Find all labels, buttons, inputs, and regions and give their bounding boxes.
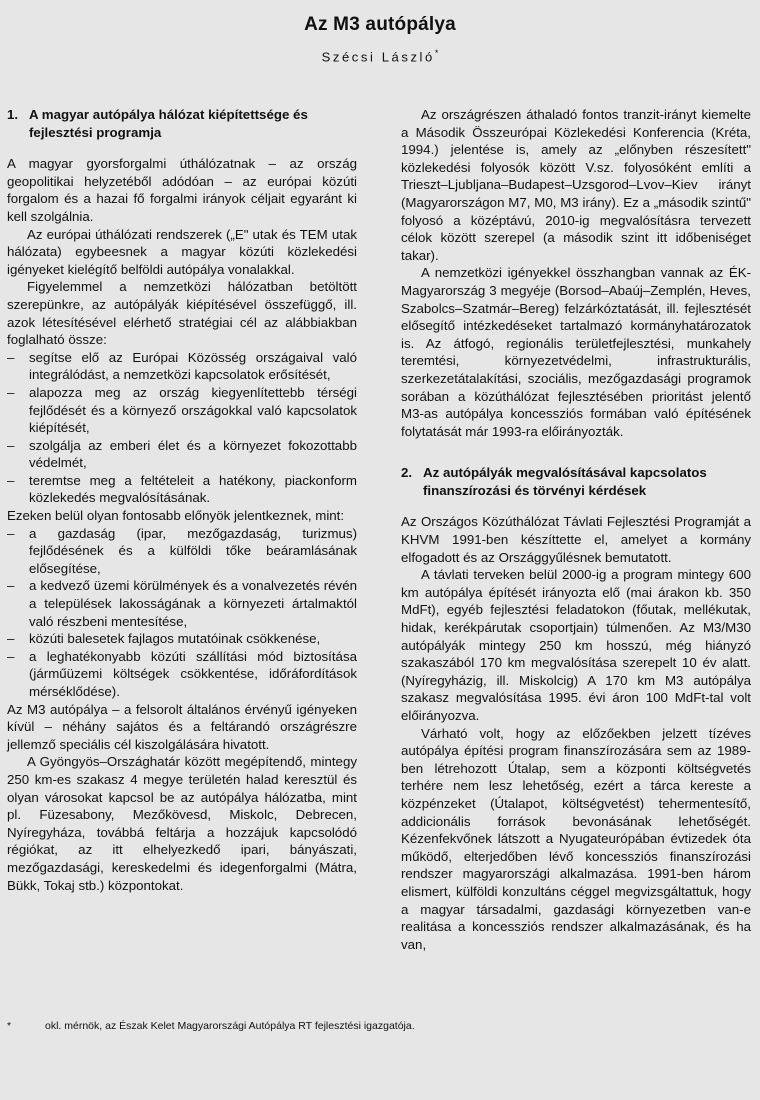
left-column bbox=[7, 106, 357, 894]
section-title: A magyar autópálya hálózat kiépítettsége és fejlesztési programja bbox=[29, 107, 308, 140]
paragraph: Az M3 autópálya – a felsorolt általános érvényű igényeken kívül – néhány sajátos és a feltárandó országrészre jellemző speciális cél kiszolgálására hivatott. bbox=[7, 701, 357, 752]
section-heading-1 bbox=[7, 106, 357, 141]
list-item: – közúti balesetek fajlagos mutatóinak csökkenése, bbox=[7, 630, 357, 648]
paragraph: Várható volt, hogy az előzőekben jelzett tízéves autópálya építési program finanszírozására sem az 1989-ben létrehozott Útalap, sem a központi költségvetés terhére nem lesz lehetőség, ezért a tárca kereste a közpénzeket (Útalapot, költségvetést) tehermentesítő, addicionális források bevonásának lehetőségét. Kézenfekvőnek látszott a Nyugateurópában évtizedek óta működő, elterjedőben lévő koncessziós finanszírozási rendszer magyarországi alkalmazása. 1991-ben három elismert, külföldi konzultáns céggel megvizsgáltattuk, hogy a magyar társadalmi, gazdasági környezetben van-e realitása a koncessziós rendszer alkalmazásának, és ha van, bbox=[401, 725, 751, 952]
section-heading-2 bbox=[401, 464, 751, 499]
paragraph: Ezeken belül olyan fontosabb előnyök jelentkeznek, mint: bbox=[7, 508, 345, 524]
article-title: Az M3 autópálya bbox=[304, 14, 456, 35]
paragraph: Az európai úthálózati rendszerek („E" utak és TEM utak hálózata) egybeesnek a magyar közúti közlekedési igényeket kielégítő belföldi autópálya vonalakkal. bbox=[7, 226, 357, 277]
list-item: – teremtse meg a feltételeit a hatékony, piackonform közlekedés megvalósításának. bbox=[7, 472, 357, 507]
section-title: Az autópályák megvalósításával kapcsolatos finanszírozási és törvényi kérdések bbox=[423, 465, 707, 498]
author-line bbox=[0, 48, 760, 64]
footnote-mark: * bbox=[7, 1020, 12, 1032]
advantages-list bbox=[7, 525, 357, 701]
list-item: – a kedvező üzemi körülmények és a vonalvezetés révén a települések lakosságának a környezeti ártalmaktól való részbeni mentesítése, bbox=[7, 577, 357, 630]
paragraph: Az országrészen áthaladó fontos tranzit-irányt kiemelte a Második Összeurópai Közlekedési Konferencia (Kréta, 1994.) jelentése is, amely az „előnyben részesített" közlekedési folyosók között V.sz. folyosóként említi a Trieszt–Ljubljana–Budapest–Uzsgorod–Lvov–Kiev irányt (Magyarországon M7, M0, M3 irány). Ez a „második szintű" folyosó a középtávú, 2010-ig megvalósításra tervezett célok között szerepel (a második szint itt időbeniséget takar). bbox=[401, 107, 751, 263]
paragraph: Figyelemmel a nemzetközi hálózatban betöltött szerepünkre, az autópályák kiépítésével összefüggő, ill. azok létesítésével elérhető stratégiai cél az alábbiakban foglalható össze: bbox=[7, 279, 357, 348]
list-item: – a leghatékonyabb közúti szállítási mód biztosítása (járműüzemi költségek csökkentése, időráfordítások mérséklődése). bbox=[7, 648, 357, 701]
paragraph: A távlati terveken belül 2000-ig a program mintegy 600 km autópálya építését irányozta elő (mai árakon kb. 350 MdFt), egyéb fejlesztési feladatokon (főutak, mellékutak, hidak, kerékpárutak csoportjain) túlmenően. Az M3/M30 autópályák mintegy 250 km hosszú, még hiányzó szakaszából 170 km megvalósítása szerepelt 10 év alatt. (Nyíregyházig, ill. Miskolcig) A 170 km M3 autópálya szakasz megvalósítása 1995. évi áron 100 MdFt-tal volt előirányozva. bbox=[401, 567, 751, 723]
paragraph: A Gyöngyös–Országhatár között megépítendő, mintegy 250 km-es szakasz 4 megye területén halad keresztül és olyan városokat kapcsol be az autópálya hálózatba, mint pl. Füzesabony, Mezőkövesd, Miskolc, Debrecen, Nyíregyháza, továbbá feltárja a hozzájuk kapcsolódó régiókat, az itt elhelyezkedő ipari, bányászati, mezőgazdasági, kereskedelmi és idegenforgalmi (Mátra, Bükk, Tokaj stb.) központokat. bbox=[7, 754, 357, 893]
list-item: – a gazdaság (ipar, mezőgazdaság, turizmus) fejlődésének és a külföldi tőke beáramlásának elősegítése, bbox=[7, 525, 357, 578]
list-item: – alapozza meg az ország kiegyenlítettebb térségi fejlődését és a környező országokkal való kapcsolatok kiépítését, bbox=[7, 384, 357, 437]
right-column bbox=[401, 106, 751, 953]
list-item: – segítse elő az Európai Közösség országaival való integrálódást, a nemzetközi kapcsolatok erősítését, bbox=[7, 349, 357, 384]
author-name: Szécsi László bbox=[321, 49, 435, 65]
paragraph: A nemzetközi igényekkel összhangban vannak az ÉK-Magyarország 3 megyéje (Borsod–Abaúj–Zemplén, Heves, Szabolcs–Szatmár–Bereg) felzárkóztatását, ill. fejlesztését elősegítő intézkedéseket tartalmazó kormányhatározatok is. Az átfogó, regionális területfejlesztési, munkahely teremtési, környezetvédelmi, infrastrukturális, szerkezetátalakítási, szociális, mezőgazdasági programok sorában a közúthálózat fejlesztésében prioritást jelentő M3-as autópálya koncessziós formában való építésének folytatását már 1993-ra előirányozták. bbox=[401, 265, 751, 439]
footnote-text: okl. mérnök, az Észak Kelet Magyarországi Autópálya RT fejlesztési igazgatója. bbox=[45, 1020, 415, 1032]
footnote bbox=[7, 1019, 747, 1033]
section-number: 1. bbox=[7, 107, 19, 122]
paragraph: A magyar gyorsforgalmi úthálózatnak – az ország geopolitikai helyzetéből adódóan – az európai közúti forgalom és a hazai fő forgalmi irányok céljait egyaránt ki kell szolgálnia. bbox=[7, 156, 357, 224]
strategic-goals-list bbox=[7, 349, 357, 507]
author-footnote-mark: * bbox=[434, 48, 439, 58]
section-number: 2. bbox=[401, 465, 413, 481]
list-item: – szolgálja az emberi élet és a környezet fokozottabb védelmét, bbox=[7, 437, 357, 472]
section-spacer bbox=[401, 440, 751, 464]
paragraph: Az Országos Közúthálózat Távlati Fejlesztési Programját a KHVM 1991-ben készíttette el, amelyet a kormány elfogadott és az Országgyűlésnek bemutatott. bbox=[401, 514, 751, 565]
